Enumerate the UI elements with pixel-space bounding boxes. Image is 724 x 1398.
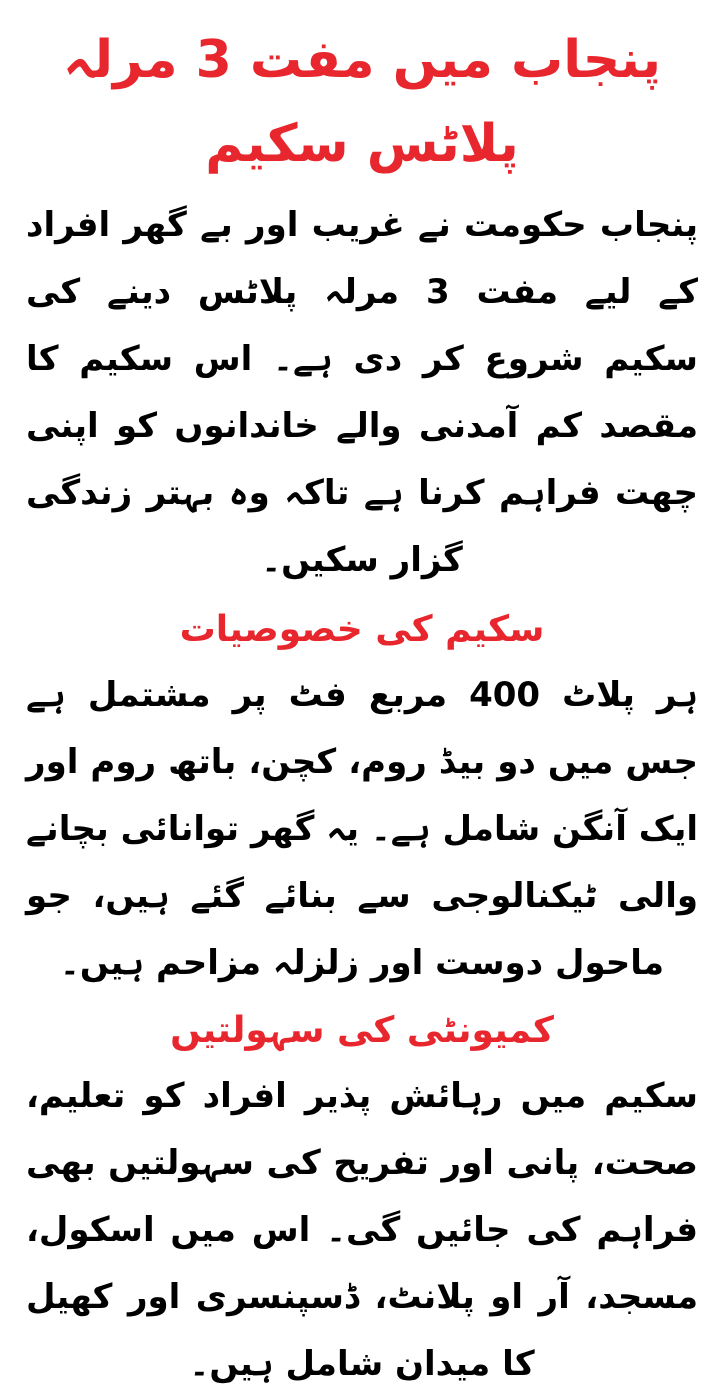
features-heading: سکیم کی خصوصیات	[179, 609, 545, 650]
community-facilities-heading: کمیونٹی کی سہولتیں	[170, 1010, 554, 1051]
community-facilities-paragraph: سکیم میں رہائش پذیر افراد کو تعلیم، صحت، پانی اور تفریح کی سہولتیں بھی فراہم کی جائیں گی۔ اس میں اسکول، مسجد، آر او پلانٹ، ڈسپنسری اور کھیل کا میدان شامل ہیں۔	[26, 1076, 698, 1384]
article-title: پنجاب میں مفت 3 مرلہ پلاٹس سکیم	[62, 30, 662, 174]
features-paragraph: ہر پلاٹ 400 مربع فٹ پر مشتمل ہے جس میں دو بیڈ روم، کچن، باتھ روم اور ایک آنگن شامل ہے۔ یہ گھر توانائی بچانے والی ٹیکنالوجی سے بنائے گئے ہیں، جو ماحول دوست اور زلزلہ مزاحم ہیں۔	[26, 675, 699, 983]
intro-paragraph: پنجاب حکومت نے غریب اور بے گھر افراد کے لیے مفت 3 مرلہ پلاٹس دینے کی سکیم شروع کر دی ہے۔ اس سکیم کا مقصد کم آمدنی والے خاندانوں کو اپنی چھت فراہم کرنا ہے تاکہ وہ بہتر زندگی گزار سکیں۔	[26, 205, 698, 580]
